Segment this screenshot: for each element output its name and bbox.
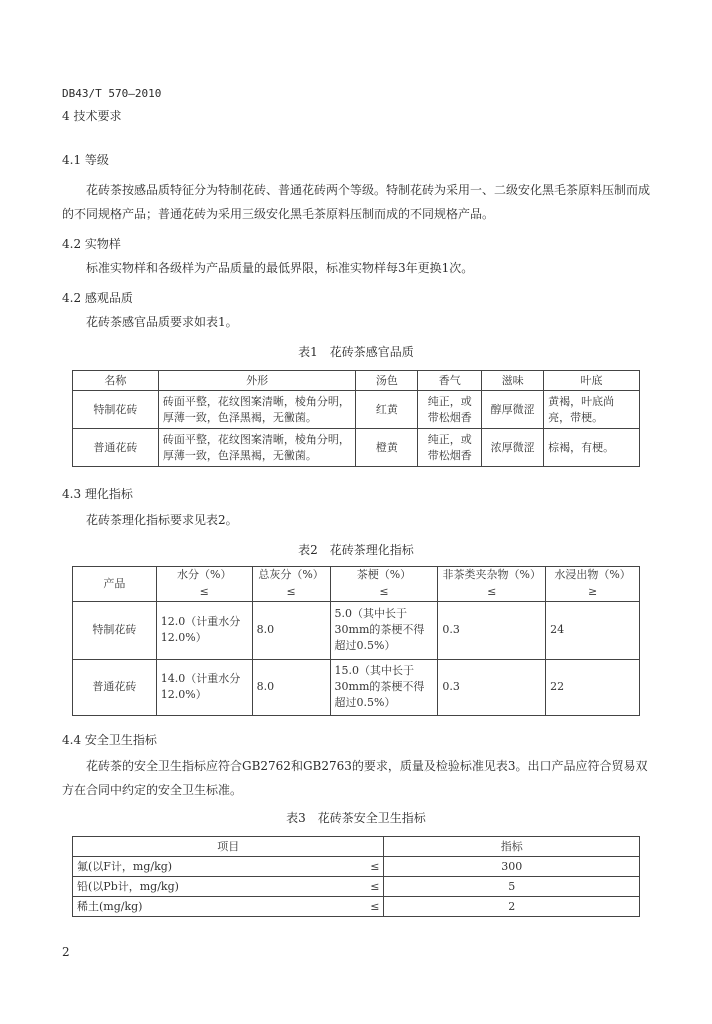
table2-cell-product: 普通花砖: [73, 659, 157, 715]
table-row: [73, 877, 640, 897]
table2-cell-extract: 22: [546, 659, 640, 715]
table3-cell-item: 氟(以F计，mg/kg): [73, 857, 355, 877]
table1-cell-color: 橙黄: [356, 429, 418, 467]
table2-subheader-stem: ≤: [330, 583, 438, 601]
table2-subheader-water: ≤: [156, 583, 252, 601]
table-3-safety-hygiene: [72, 836, 640, 917]
table-1-sensory-quality: [72, 370, 640, 467]
table2-subheader-ash: ≤: [252, 583, 330, 601]
table1-header-color: 汤色: [356, 371, 418, 391]
table1-header-name: 名称: [73, 371, 159, 391]
page-number: 2: [62, 945, 70, 959]
table3-cell-value: 300: [384, 857, 640, 877]
table1-cell-shape: 砖面平整，花纹图案清晰，棱角分明，厚薄一致，色泽黑褐，无黴菌。: [158, 391, 356, 429]
table1-cell-aroma: 纯正，或带松烟香: [418, 429, 482, 467]
table2-subheader-foreign: ≤: [438, 583, 546, 601]
table1-cell-shape: 砖面平整，花纹图案清晰，棱角分明，厚薄一致，色泽黑褐，无黴菌。: [158, 429, 356, 467]
section-4-3-text: 花砖茶感官品质要求如表1。: [86, 315, 238, 329]
table3-header-value: 指标: [384, 837, 640, 857]
table2-header-water: 水分（%）: [156, 567, 252, 584]
table1-cell-color: 红黄: [356, 391, 418, 429]
table3-cell-operator: ≤: [354, 897, 384, 917]
section-4-1-text: 花砖茶按感品质特征分为特制花砖、普通花砖两个等级。特制花砖为采用一、二级安化黑毛茶原料压制而成的不同规格产品；普通花砖为采用三级安化黑毛茶原料压制而成的不同规格产品。: [62, 183, 651, 221]
table-3-caption: 表3 花砖茶安全卫生指标: [286, 811, 426, 825]
section-4-2-text: 标准实物样和各级样为产品质量的最低界限，标准实物样每3年更换1次。: [86, 261, 474, 275]
table2-cell-water: 12.0（计重水分12.0%）: [156, 601, 252, 659]
table2-cell-stem: 15.0（其中长于30mm的茶梗不得超过0.5%）: [330, 659, 438, 715]
table-2-caption: 表2 花砖茶理化指标: [298, 543, 414, 557]
table3-header-item: 项目: [73, 837, 384, 857]
table1-header-shape: 外形: [158, 371, 356, 391]
table3-cell-value: 5: [384, 877, 640, 897]
table-2-physicochemical: [72, 566, 640, 716]
section-4-4-title: 4.3 理化指标: [62, 487, 133, 501]
table1-cell-leaf: 黄褐，叶底尚亮，带梗。: [544, 391, 640, 429]
table2-header-stem: 茶梗（%）: [330, 567, 438, 584]
table2-header-ash: 总灰分（%）: [252, 567, 330, 584]
table2-cell-water: 14.0（计重水分12.0%）: [156, 659, 252, 715]
section-4-5-title: 4.4 安全卫生指标: [62, 733, 157, 747]
table-row: [73, 601, 640, 659]
section-4-4-text: 花砖茶理化指标要求见表2。: [86, 513, 238, 527]
table2-subheader-extract: ≥: [546, 583, 640, 601]
table-1-caption: 表1 花砖茶感官品质: [298, 345, 414, 359]
table3-cell-value: 2: [384, 897, 640, 917]
section-4-5-text: 花砖茶的安全卫生指标应符合GB2762和GB2763的要求，质量及检验标准见表3。出口产品应符合贸易双方在合同中约定的安全卫生标准。: [62, 759, 648, 797]
table1-cell-name: 特制花砖: [73, 391, 159, 429]
table3-cell-operator: ≤: [354, 857, 384, 877]
table2-cell-foreign: 0.3: [438, 601, 546, 659]
table3-cell-item: 铅(以Pb计，mg/kg): [73, 877, 355, 897]
table-row: [73, 429, 640, 467]
standard-code: DB43/T 570—2010: [62, 87, 162, 100]
section-4-title: 4 技术要求: [62, 109, 122, 123]
table2-cell-ash: 8.0: [252, 659, 330, 715]
table2-header-extract: 水浸出物（%）: [546, 567, 640, 584]
table2-header-foreign: 非茶类夹杂物（%）: [438, 567, 546, 584]
section-4-3-title: 4.2 感观品质: [62, 291, 133, 305]
table-row: [73, 857, 640, 877]
table-row: [73, 659, 640, 715]
table2-cell-stem: 5.0（其中长于30mm的茶梗不得超过0.5%）: [330, 601, 438, 659]
section-4-2-title: 4.2 实物样: [62, 237, 121, 251]
table3-cell-item: 稀土(mg/kg): [73, 897, 355, 917]
table1-cell-taste: 醇厚微涩: [482, 391, 544, 429]
table1-cell-taste: 浓厚微涩: [482, 429, 544, 467]
table2-cell-foreign: 0.3: [438, 659, 546, 715]
table2-cell-product: 特制花砖: [73, 601, 157, 659]
table1-header-taste: 滋味: [482, 371, 544, 391]
table-row: [73, 897, 640, 917]
table3-cell-operator: ≤: [354, 877, 384, 897]
table1-cell-name: 普通花砖: [73, 429, 159, 467]
table2-header-product: 产品: [73, 567, 157, 602]
table-row: [73, 391, 640, 429]
table1-cell-aroma: 纯正，或带松烟香: [418, 391, 482, 429]
table2-cell-extract: 24: [546, 601, 640, 659]
table1-header-leaf: 叶底: [544, 371, 640, 391]
table2-cell-ash: 8.0: [252, 601, 330, 659]
table1-cell-leaf: 棕褐，有梗。: [544, 429, 640, 467]
section-4-1-title: 4.1 等级: [62, 153, 109, 167]
table1-header-aroma: 香气: [418, 371, 482, 391]
